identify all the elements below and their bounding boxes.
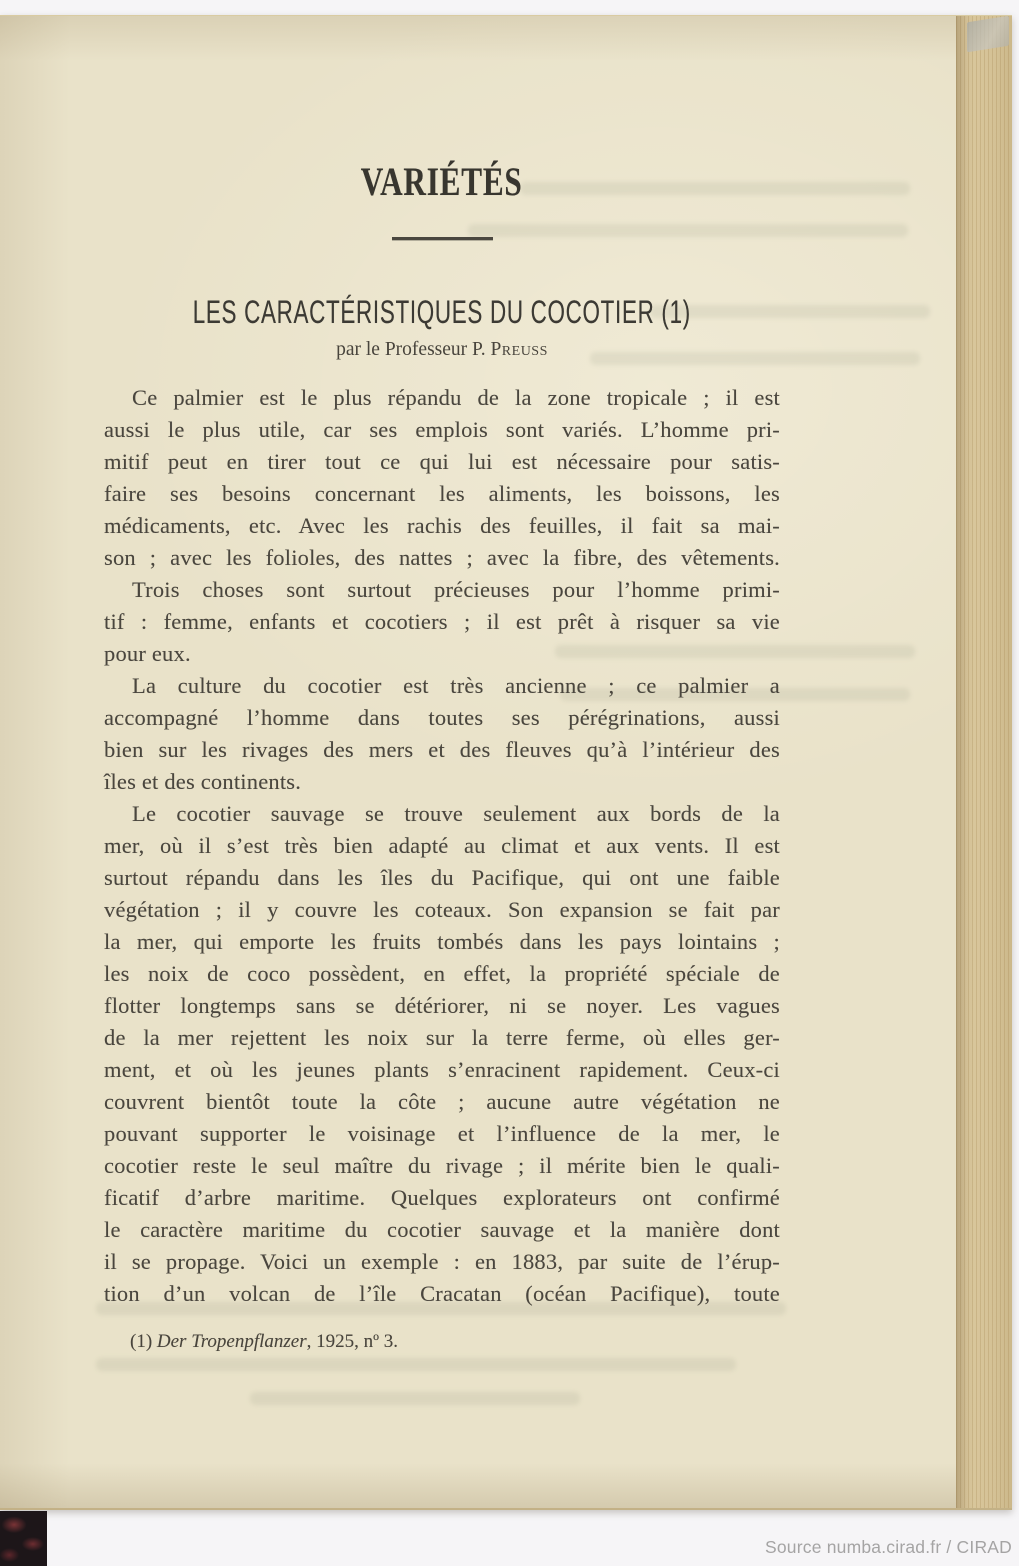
body-line: îles et des continents. <box>104 769 302 794</box>
book-cover-corner-bottom <box>0 1511 47 1566</box>
book-cover-corner-top <box>0 0 37 16</box>
body-line: médicaments, etc. Avec les rachis des feuilles, il fait sa mai- <box>104 513 780 538</box>
body-line: la mer, qui emporte les fruits tombés dans les pays lointains ; <box>104 929 780 954</box>
body-line: il se propage. Voici un exemple : en 1883, par suite de l’érup- <box>104 1249 780 1274</box>
section-title <box>104 160 780 204</box>
title-rule-line <box>392 237 493 240</box>
body-line: mitif peut en tirer tout ce qui lui est nécessaire pour satis- <box>104 449 780 474</box>
footnote-marker: (1) <box>130 1331 157 1352</box>
body-line: son ; avec les folioles, des nattes ; avec la fibre, des vêtements. <box>104 545 780 570</box>
body-line: pouvant supporter le voisinage et l’influence de la mer, le <box>104 1121 780 1146</box>
article-heading <box>40 295 844 329</box>
article-heading-text: LES CARACTÉRISTIQUES DU COCOTIER (1) <box>192 294 692 330</box>
body-line: accompagné l’homme dans toutes ses pérégrinations, aussi <box>104 705 780 730</box>
body-line: tion d’un volcan de l’île Cracatan (océan Pacifique), toute <box>104 1281 780 1306</box>
footnote-tail: , 1925, nº 3. <box>306 1331 399 1352</box>
body-line: surtout répandu dans les îles du Pacifique, qui ont une faible <box>104 865 780 890</box>
body-line: flotter longtemps sans se détériorer, ni se noyer. Les vagues <box>104 993 780 1018</box>
body-line: pour eux. <box>104 641 191 666</box>
body-line: couvrent bientôt toute la côte ; aucune autre végétation ne <box>104 1089 780 1114</box>
footnote-work-title: Der Tropenpflanzer <box>156 1331 307 1352</box>
body-line: faire ses besoins concernant les aliments, les boissons, les <box>104 481 780 506</box>
footnote <box>130 1330 780 1354</box>
body-line: ment, et où les jeunes plants s’enracinent rapidement. Ceux-ci <box>104 1057 780 1082</box>
body-line: Le cocotier sauvage se trouve seulement aux bords de la <box>132 801 780 826</box>
body-line: végétation ; il y couvre les coteaux. Son expansion se fait par <box>104 897 780 922</box>
body-line: mer, où il s’est très bien adapté au climat et aux vents. Il est <box>104 833 780 858</box>
body-line: de la mer rejettent les noix sur la terre ferme, où elles ger- <box>104 1025 780 1050</box>
byline-prefix: par le Professeur P. <box>336 339 491 360</box>
section-title-text: VARIÉTÉS <box>361 159 523 204</box>
body-line: les noix de coco possèdent, en effet, la propriété spéciale de <box>104 961 780 986</box>
title-rule <box>104 227 780 245</box>
body-line: bien sur les rivages des mers et des fleuves qu’à l’intérieur des <box>104 737 780 762</box>
article-byline <box>104 338 780 362</box>
body-line: ficatif d’arbre maritime. Quelques explorateurs ont confirmé <box>104 1185 780 1210</box>
source-watermark: Source numba.cirad.fr / CIRAD <box>765 1537 1012 1557</box>
article-body <box>104 382 780 1310</box>
byline-author-name: Preuss <box>490 339 548 360</box>
body-line: tif : femme, enfants et cocotiers ; il est prêt à risquer sa vie <box>104 609 780 634</box>
body-line: Trois choses sont surtout précieuses pour l’homme primi- <box>132 577 780 602</box>
body-line: le caractère maritime du cocotier sauvage et la manière dont <box>104 1217 780 1242</box>
body-line: Ce palmier est le plus répandu de la zone tropicale ; il est <box>132 385 780 410</box>
body-line: La culture du cocotier est très ancienne ; ce palmier a <box>132 673 780 698</box>
body-line: aussi le plus utile, car ses emplois sont variés. L’homme pri- <box>104 417 780 442</box>
body-line: cocotier reste le seul maître du rivage ; il mérite bien le quali- <box>104 1153 780 1178</box>
